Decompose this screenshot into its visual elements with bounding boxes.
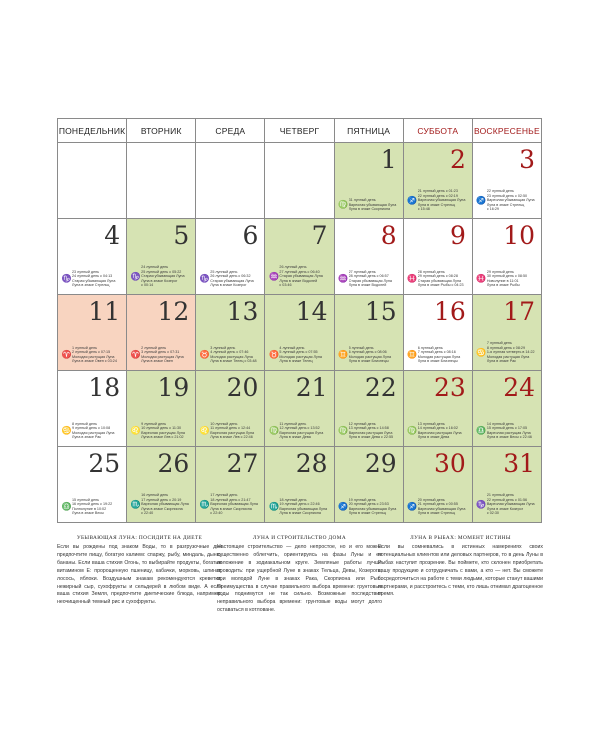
lunar-info-line: Луна в знаке Овен xyxy=(141,359,173,364)
lunar-info-line: 22 лунный день с 02:19 xyxy=(417,193,458,198)
day-cell xyxy=(265,371,334,447)
lunar-info-line: 28 лунный день xyxy=(417,269,445,274)
lunar-info-line: с 00:14 xyxy=(141,283,154,288)
lunar-info-line: 18 лунный день xyxy=(279,497,307,502)
day-cell xyxy=(334,447,403,523)
lunar-info-line: Вареолая растущая Луна xyxy=(279,430,324,435)
day-number: 5 xyxy=(173,221,190,250)
lunar-info-line: 21 лунный день с 01:23 xyxy=(417,189,458,194)
lunar-info xyxy=(476,341,539,364)
article-construction-text: Настоящее строительство — дело непростое, но и его можно существенно облегчить, ориентируясь на фазы Луны и ее положение в зодиакальном круге. Земляные работы лучше проводить: при ущербной Луне в знаках Тельца, Девы, Козерога; при молодой Луне в знаках Рака, Скорпиона или Рыб. Преимущества в случае правильного выбора времени: грунтовые воды поднимутся не так сильно. Возможные последствия неправильного выбора времени: грунтовые воды могут долго оставаться в котловане. xyxy=(217,544,382,614)
day-cell xyxy=(265,447,334,523)
day-cell xyxy=(403,219,472,295)
lunar-info-line: 15 лунный день с 17:05 xyxy=(486,426,528,431)
zodiac-icon: ♎ xyxy=(61,501,72,511)
day-number: 18 xyxy=(88,373,121,402)
lunar-info xyxy=(61,498,124,516)
lunar-info-line: 26 лунный день с 06:32 xyxy=(210,274,251,279)
weekday-tuesday: ВТОРНИК xyxy=(127,119,196,143)
lunar-info-line: 9 лунный день xyxy=(141,421,167,426)
lunar-info-line: Луна в знаке Стрельц xyxy=(417,202,456,207)
lunar-info-line: 24 лунный день xyxy=(141,265,169,270)
weekday-header-row xyxy=(58,119,542,143)
day-number: 2 xyxy=(449,145,466,174)
lunar-info-line: 9 лунный день с 10:08 xyxy=(72,426,111,431)
zodiac-icon: ♑ xyxy=(130,271,141,281)
article-pisces xyxy=(378,535,543,599)
day-number: 15 xyxy=(364,297,397,326)
lunar-info-line: Вареолая убывающая Луна xyxy=(348,506,397,511)
lunar-info-line: 28 лунный день с 06:57 xyxy=(348,274,389,279)
day-cell xyxy=(127,447,196,523)
lunar-info-line: 19 лунный день с 22:46 xyxy=(279,502,320,507)
lunar-info-line: 6 лунный день с 08:06 xyxy=(348,350,387,355)
lunar-info-line: Луна в знаке Водолей xyxy=(348,283,387,288)
day-number: 14 xyxy=(295,297,328,326)
day-cell xyxy=(403,295,472,371)
lunar-info-line: 8 лунный день с 08:29 xyxy=(486,345,526,350)
lunar-info-line: 20 лунный день xyxy=(417,497,445,502)
lunar-info-line: Луна в знаке Дева с 22:55 xyxy=(348,435,394,440)
week-row xyxy=(58,219,542,295)
zodiac-icon: ♌ xyxy=(199,425,210,435)
lunar-info-line: 23 лунный день xyxy=(72,269,100,274)
day-number: 21 xyxy=(295,373,328,402)
day-number: 12 xyxy=(157,297,190,326)
lunar-info xyxy=(407,270,470,288)
empty-day-cell xyxy=(127,143,196,219)
lunar-info-line: Луна в знаке Стрельц xyxy=(486,202,525,207)
lunar-info-line: Луна в знаке Весы xyxy=(72,511,104,516)
lunar-info-line: Луна в знаке Овен с 03:24 xyxy=(72,359,117,364)
article-diet-text: Если вы рождены под знаком Воды, то в разгрузочные дни предпочтите пищу, богатую калием: спаржу, рыбу, миндаль, дыню, бананы. Если ваша стихия Огонь, то выбирайте продукты, богатые витамином Е: пророщенную пшеницу, кабачки, морковь, шпинат, лосось, яблоки. Воздушным знакам рекомендуются креветки, нежирный сыр, сухофрукты и сельдерей в любом виде. А если ваша стихия Земля, предпочтите диетические блюда, например, неочищенный темный рис и сухофрукты. xyxy=(57,544,222,606)
day-number: 19 xyxy=(157,373,190,402)
zodiac-icon: ♑ xyxy=(476,499,487,509)
lunar-info-line: Старая убывающая Луна xyxy=(348,278,392,283)
lunar-info-line: с 22:40 xyxy=(210,511,223,516)
lunar-info-line: Вареолая убывающая Луна xyxy=(486,198,535,203)
lunar-info-line: 22 лунный день xyxy=(486,189,514,194)
lunar-info-line: Новолуние в 11:01 xyxy=(486,278,519,283)
day-number: 26 xyxy=(157,449,190,478)
lunar-info-line: 12 лунный день xyxy=(348,421,376,426)
lunar-info xyxy=(338,498,401,516)
lunar-info-line: Луна в знаке Телец xyxy=(279,359,313,364)
lunar-info xyxy=(130,493,193,516)
lunar-info-line: 15 лунный день xyxy=(72,497,100,502)
zodiac-icon: ♒ xyxy=(338,273,349,283)
lunar-info-line: Луна в знаке Скорпиона xyxy=(210,506,252,511)
lunar-info-line: с 02:30 xyxy=(486,511,499,516)
lunar-info-line: Луна в знаке Дева xyxy=(417,435,450,440)
lunar-info-line: 10 лунный день с 11:30 xyxy=(141,426,182,431)
article-pisces-text: Если вы сомневались в истинных намерениях своих потенциальных клиентов или деловых партнеров, то в день Луны в Рыбах наступит прозрение. Вы поймете, кто склонен приобретать вашу продукцию и сотрудничать с вами, а кто — нет. Вы сможете сосредоточиться на работе с теми людьми, которые станут вашими партнерами, и расстроитесь с теми, кто лишь отнимал драгоценное время. xyxy=(378,544,543,598)
lunar-info xyxy=(268,346,331,364)
lunar-info-line: 3 лунный день с 07:31 xyxy=(141,350,180,355)
lunar-info-line: Молодая растущая Луна xyxy=(417,354,461,359)
zodiac-icon: ♐ xyxy=(407,501,418,511)
zodiac-icon: ♌ xyxy=(130,425,141,435)
lunar-info-line: 27 лунный день с 06:40 xyxy=(279,269,320,274)
lunar-info-line: Луна в знаке Лев с 22:46 xyxy=(210,435,253,440)
lunar-info xyxy=(199,422,262,440)
lunar-info-line: Вареолая растущая Луна xyxy=(210,430,255,435)
lunar-info-line: 17 лунный день xyxy=(210,493,238,498)
day-number: 9 xyxy=(449,221,466,250)
lunar-info-line: Старая убывающая Луна xyxy=(210,278,254,283)
lunar-info-line: 2 лунный день xyxy=(141,345,167,350)
weekday-thursday: ЧЕТВЕРГ xyxy=(265,119,334,143)
lunar-info-line: 14 лунный день с 16:02 xyxy=(417,426,458,431)
day-number: 27 xyxy=(226,449,259,478)
lunar-info-line: 1 лунный день xyxy=(72,345,98,350)
day-cell xyxy=(58,447,127,523)
lunar-info-line: 29 лунный день с 08:28 xyxy=(417,274,458,279)
article-construction xyxy=(217,535,382,615)
lunar-info-line: Вареолая убывающая Луна xyxy=(279,506,328,511)
lunar-info-line: 19 лунный день xyxy=(348,497,376,502)
day-cell xyxy=(196,219,265,295)
lunar-info-line: 21 лунный день xyxy=(486,493,514,498)
lunar-info-line: 30 лунный день с 08:50 xyxy=(486,274,528,279)
lunar-info xyxy=(130,346,193,364)
day-cell xyxy=(127,219,196,295)
lunar-info-line: 4 лунный день xyxy=(279,345,305,350)
lunar-info-line: 23 лунный день с 02:50 xyxy=(486,193,528,198)
day-cell xyxy=(403,371,472,447)
day-number: 25 xyxy=(88,449,121,478)
lunar-info-line: Молодая растущая Луна xyxy=(210,354,253,359)
day-number: 22 xyxy=(364,373,397,402)
lunar-info-line: Старая убывающая Луна xyxy=(141,274,185,279)
week-row xyxy=(58,447,542,523)
day-cell xyxy=(472,371,541,447)
lunar-info-line: 7 лунный день xyxy=(486,341,512,346)
day-cell xyxy=(196,371,265,447)
lunar-info-line: Вареолая убывающая Луна xyxy=(210,502,258,507)
lunar-info-line: с 16:29 xyxy=(486,207,499,212)
zodiac-icon: ♍ xyxy=(338,200,349,210)
lunar-info-line: Луна в знаке Водолей xyxy=(279,278,318,283)
article-construction-title: ЛУНА И СТРОИТЕЛЬСТВО ДОМА xyxy=(252,535,347,541)
lunar-info-line: Вареолая убывающая Луна xyxy=(417,198,466,203)
lunar-info-line: Молодая растущая Луна xyxy=(279,354,322,359)
day-cell xyxy=(334,371,403,447)
week-row xyxy=(58,371,542,447)
lunar-info-line: с 15:48 xyxy=(417,207,430,212)
lunar-info-line: 24 лунный день с 04:13 xyxy=(72,274,113,279)
lunar-info-line: Луна в знаке Дева xyxy=(279,435,311,440)
lunar-info-line: Луна в знаке Рыбы xyxy=(486,283,520,288)
lunar-info-line: Вареолая растущая Луна xyxy=(141,430,185,435)
day-cell xyxy=(196,447,265,523)
lunar-info-line: Луна в знаке Близнецы xyxy=(417,359,458,364)
day-cell xyxy=(334,143,403,219)
lunar-info xyxy=(476,270,539,288)
zodiac-icon: ♐ xyxy=(476,195,487,205)
zodiac-icon: ♊ xyxy=(338,349,349,359)
lunar-info-line: Вареолая убывающая Луна xyxy=(348,202,397,207)
lunar-info xyxy=(268,422,331,440)
lunar-info-line: 8 лунный день xyxy=(72,421,98,426)
lunar-info xyxy=(476,189,539,212)
lunar-info xyxy=(338,198,401,212)
day-number: 23 xyxy=(434,373,466,402)
lunar-info-line: Полнолуние в 10:02 xyxy=(72,506,107,511)
lunar-info xyxy=(199,493,262,516)
lunar-calendar-table xyxy=(57,118,542,523)
lunar-info-line: 12 лунный день с 13:52 xyxy=(279,426,320,431)
day-cell xyxy=(196,295,265,371)
lunar-info-line: 11 лунный день с 12:44 xyxy=(210,426,251,431)
lunar-info-line: Вареолая растущая Луна xyxy=(417,430,462,435)
lunar-info-line: Старая убывающая Луна xyxy=(279,274,323,279)
lunar-info-line: Молодая растущая Луна xyxy=(72,354,115,359)
lunar-info-line: Вареолая убывающая Луна xyxy=(141,502,189,507)
day-cell xyxy=(265,219,334,295)
zodiac-icon: ♉ xyxy=(199,349,210,359)
day-number: 6 xyxy=(242,221,259,250)
article-pisces-title: ЛУНА В РЫБАХ: МОМЕНТ ИСТИНЫ xyxy=(410,535,511,541)
day-number: 3 xyxy=(519,145,535,174)
lunar-info-line: 31 лунный день xyxy=(348,198,376,203)
empty-day-cell xyxy=(196,143,265,219)
lunar-info-line: 5 лунный день xyxy=(348,345,374,350)
lunar-info-line: 13 лунный день с 14:58 xyxy=(348,426,389,431)
zodiac-icon: ♈ xyxy=(130,349,141,359)
lunar-info-line: Луна в знаке Лев с 21:02 xyxy=(141,435,184,440)
article-diet xyxy=(57,535,222,607)
lunar-info-line: Луна в знаке Козерог xyxy=(141,278,178,283)
lunar-info xyxy=(338,422,401,440)
weekday-monday: ПОНЕДЕЛЬНИК xyxy=(58,119,127,143)
zodiac-icon: ♋ xyxy=(61,425,72,435)
lunar-info-line: 5 лунный день с 07:55 xyxy=(279,350,318,355)
zodiac-icon: ♐ xyxy=(338,501,349,511)
lunar-info-line: 4 лунный день с 07:46 xyxy=(210,350,249,355)
day-cell xyxy=(472,219,541,295)
day-number: 20 xyxy=(226,373,259,402)
lunar-info xyxy=(338,270,401,288)
lunar-info-line: 7 лунный день с 08:16 xyxy=(417,350,456,355)
lunar-info-line: Вареолая убывающая Луна xyxy=(486,502,535,507)
lunar-info-line: 1-я лунная четверть в 14:22 xyxy=(486,350,535,355)
week-row xyxy=(58,143,542,219)
lunar-info-line: 6 лунный день xyxy=(417,345,443,350)
day-number: 7 xyxy=(311,221,328,250)
lunar-info-line: с 03:46 xyxy=(279,283,292,288)
day-number: 1 xyxy=(380,145,397,174)
lunar-info-line: 16 лунный день xyxy=(141,493,169,498)
lunar-info-line: Луна в знаке Рак xyxy=(486,359,516,364)
day-cell xyxy=(334,295,403,371)
zodiac-icon: ♉ xyxy=(268,349,279,359)
lunar-info xyxy=(61,422,124,440)
weekday-friday: ПЯТНИЦА xyxy=(334,119,403,143)
day-number: 28 xyxy=(295,449,328,478)
lunar-info-line: 25 лунный день с 05:22 xyxy=(141,269,182,274)
lunar-info-line: с 22:40 xyxy=(141,511,154,516)
lunar-info-line: Луна в знаке Телец с 03:48 xyxy=(210,359,257,364)
zodiac-icon: ♊ xyxy=(407,349,418,359)
zodiac-icon: ♐ xyxy=(407,195,418,205)
lunar-info-line: 29 лунный день xyxy=(486,269,514,274)
week-row xyxy=(58,295,542,371)
lunar-info-line: 20 лунный день с 23:53 xyxy=(348,502,389,507)
lunar-info-line: Луна в знаке Козерог xyxy=(210,283,247,288)
lunar-info-line: Старая убывающая Луна xyxy=(72,278,116,283)
lunar-info-line: 27 лунный день xyxy=(348,269,376,274)
lunar-info-line: Луна в знаке Козерог xyxy=(486,506,524,511)
day-number: 13 xyxy=(226,297,259,326)
lunar-info-line: 18 лунный день с 21:47 xyxy=(210,497,251,502)
lunar-info-line: Луна в знаке Стрельц xyxy=(348,511,386,516)
day-number: 30 xyxy=(434,449,466,478)
day-cell xyxy=(127,371,196,447)
lunar-info xyxy=(476,493,539,516)
day-number: 31 xyxy=(503,449,535,478)
lunar-info-line: Вареолая убывающая Луна xyxy=(417,506,466,511)
zodiac-icon: ♋ xyxy=(476,347,487,357)
lunar-info-line: 14 лунный день xyxy=(486,421,514,426)
weekday-wednesday: СРЕДА xyxy=(196,119,265,143)
lunar-info xyxy=(407,346,470,364)
zodiac-icon: ♑ xyxy=(199,273,210,283)
zodiac-icon: ♒ xyxy=(268,271,279,281)
lunar-info-line: 16 лунный день с 19:22 xyxy=(72,502,113,507)
zodiac-icon: ♍ xyxy=(407,425,418,435)
lunar-info-line: Луна в знаке Рыбы с 04:23 xyxy=(417,283,464,288)
zodiac-icon: ♑ xyxy=(61,273,72,283)
lunar-info-line: Луна в знаке Стрельц xyxy=(72,283,110,288)
lunar-info xyxy=(338,346,401,364)
lunar-info-line: Молодая растущая Луна xyxy=(486,354,530,359)
day-cell xyxy=(58,371,127,447)
lunar-info xyxy=(130,422,193,440)
day-cell xyxy=(472,143,541,219)
weekday-sunday: ВОСКРЕСЕНЬЕ xyxy=(472,119,541,143)
zodiac-icon: ♏ xyxy=(130,499,141,509)
zodiac-icon: ♓ xyxy=(476,273,487,283)
lunar-info xyxy=(199,346,262,364)
day-number: 10 xyxy=(503,221,535,250)
lunar-info-line: Вареолая растущая Луна xyxy=(486,430,531,435)
zodiac-icon: ♓ xyxy=(407,273,418,283)
day-cell xyxy=(58,295,127,371)
lunar-info-line: Молодая растущая Луна xyxy=(72,430,115,435)
lunar-info-line: Луна в знаке Скорпиона xyxy=(279,511,321,516)
lunar-info-line: 2 лунный день с 07:15 xyxy=(72,350,111,355)
day-cell xyxy=(58,219,127,295)
day-number: 24 xyxy=(503,373,535,402)
day-cell xyxy=(403,447,472,523)
lunar-info-line: 11 лунный день xyxy=(279,421,307,426)
empty-day-cell xyxy=(58,143,127,219)
lunar-info xyxy=(476,422,539,440)
day-cell xyxy=(265,295,334,371)
lunar-info-line: Вареолая растущая Луна xyxy=(348,430,393,435)
lunar-info-line: Луна в знаке Стрельц xyxy=(417,511,456,516)
lunar-info xyxy=(407,498,470,516)
zodiac-icon: ♍ xyxy=(268,425,279,435)
lunar-info-line: 26 лунный день xyxy=(279,265,307,270)
lunar-info xyxy=(407,422,470,440)
lunar-info-line: Луна в знаке Рак xyxy=(72,435,101,440)
lunar-info-line: Молодая растущая Луна xyxy=(348,354,392,359)
lunar-info xyxy=(61,346,124,364)
lunar-info xyxy=(268,265,331,288)
day-cell xyxy=(403,143,472,219)
zodiac-icon: ♎ xyxy=(476,425,487,435)
lunar-info-line: Луна в знаке Скорпиона xyxy=(348,207,391,212)
day-cell xyxy=(127,295,196,371)
article-diet-title: УБЫВАЮЩАЯ ЛУНА: ПОСИДИТЕ НА ДИЕТЕ xyxy=(76,535,203,541)
lunar-info-line: 22 лунный день с 01:56 xyxy=(486,497,528,502)
day-number: 29 xyxy=(364,449,397,478)
zodiac-icon: ♍ xyxy=(338,425,349,435)
lunar-info-line: Молодая растущая Луна xyxy=(141,354,184,359)
lunar-info xyxy=(61,270,124,288)
weekday-saturday: СУББОТА xyxy=(403,119,472,143)
lunar-info-line: Луна в знаке Близнецы xyxy=(348,359,389,364)
lunar-info-line: Луна в знаке Скорпиона xyxy=(141,506,183,511)
lunar-info xyxy=(407,189,470,212)
zodiac-icon: ♏ xyxy=(268,501,279,511)
zodiac-icon: ♈ xyxy=(61,349,72,359)
lunar-info-line: 10 лунный день xyxy=(210,421,238,426)
lunar-info-line: 21 лунный день с 00:55 xyxy=(417,502,458,507)
zodiac-icon: ♏ xyxy=(199,499,210,509)
day-number: 11 xyxy=(88,297,121,326)
lunar-info-line: Старая убывающая Луна xyxy=(417,278,462,283)
lunar-info xyxy=(130,265,193,288)
day-cell xyxy=(472,295,541,371)
day-cell xyxy=(472,447,541,523)
empty-day-cell xyxy=(265,143,334,219)
day-cell xyxy=(334,219,403,295)
lunar-info-line: 3 лунный день xyxy=(210,345,236,350)
day-number: 16 xyxy=(434,297,466,326)
day-number: 4 xyxy=(104,221,121,250)
lunar-info-line: 25 лунный день xyxy=(210,269,238,274)
lunar-info xyxy=(199,270,262,288)
lunar-info-line: Луна в знаке Весы с 22:46 xyxy=(486,435,532,440)
lunar-info-line: 13 лунный день xyxy=(417,421,445,426)
day-number: 17 xyxy=(503,297,535,326)
lunar-info-line: 17 лунный день с 20:19 xyxy=(141,497,182,502)
lunar-info xyxy=(268,498,331,516)
day-number: 8 xyxy=(380,221,397,250)
